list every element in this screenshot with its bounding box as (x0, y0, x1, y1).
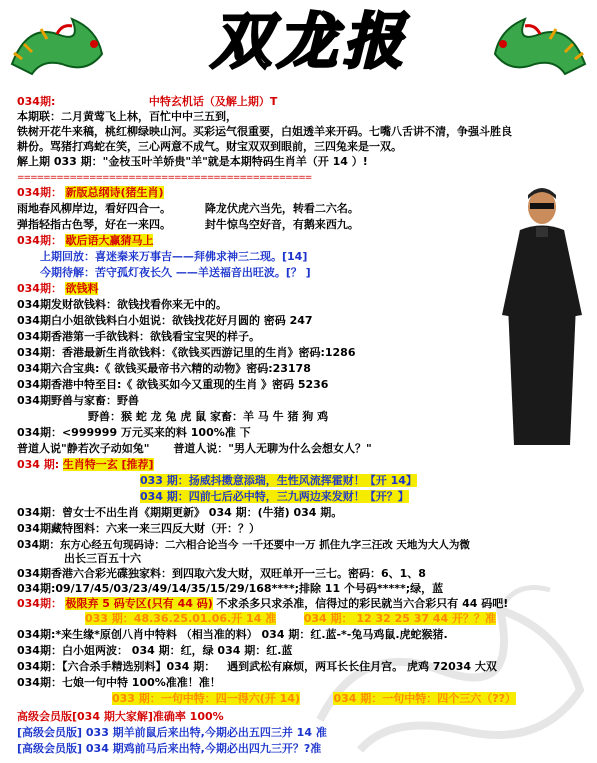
line-35: 034期：白小姐两波： 034 期：红，绿 034 期：红.蓝 (17, 644, 293, 657)
line-4: 耕份。骂猪打鸡蛇在笑，三心两意不成气。财宝双双到眼前，三四兔来是一双。 (17, 140, 402, 153)
period-label: 034 期: (17, 458, 60, 471)
killer-riddle: 遇到武松有麻烦，两耳长长住月宫。 虎鸡 72034 大双 (227, 660, 497, 673)
left-dragon-icon (2, 4, 122, 84)
line-3: 铁树开花牛来稿，桃红柳绿映山河。买彩运气很重要，白姐透羊来开码。七嘴八舌讲不清，争强斗胜良 (17, 125, 512, 138)
one-sentence-current: 034 期：一句中特：四个三六（??） (333, 692, 517, 705)
quote-left: 普道人说"静若次子动如兔" (17, 442, 150, 455)
kill-result-current: 034 期： 12 32 25 37 44 开？？准 (303, 612, 497, 625)
line-36 (17, 660, 497, 674)
section-heading: 歇后语大赢猜马上 (65, 234, 154, 247)
period-label: 034期： (17, 186, 62, 199)
line-38 (112, 692, 516, 706)
section-note: 不求杀多只求杀准，信得过的彩民就当六合彩只有 44 码吧! (216, 597, 509, 610)
poem-line: 封牛惊鸟空好音，有鹅来西九。 (204, 218, 359, 231)
line-16: 034期：香港最新生肖欲钱料：《欲钱买西游记里的生肖》密码:1286 (17, 346, 356, 359)
section-heading: 新版总纲诗(猪生肖) (65, 186, 164, 199)
line-22 (17, 442, 372, 456)
line-8 (17, 218, 359, 232)
line-32 (17, 597, 508, 611)
kill-result-last: 033 期：48.36.25.01.06.开 14 准 (85, 612, 277, 625)
period-label: 034期： (17, 282, 62, 295)
line-34: 034期:*来生缘*原创八肖中特料 （相当准的料） 034 期：红.蓝-*-兔马鸡鼠.虎蛇猴猪. (17, 628, 448, 641)
line-19: 034期野兽与家畜：野兽 (17, 394, 139, 407)
line-18: 034期香港中特至目:《 欲钱买如今又重现的生肖 》密码 5236 (17, 378, 329, 391)
result-line: 033 期：扬威抖擞意添瑞，生性风流挥霍财！【开 14】 (140, 474, 417, 487)
line-37: 034期：七娘一句中特 100%准准！准！ (17, 676, 221, 689)
poem-line: 降龙伏虎六当先，转看二六名。 (204, 202, 359, 215)
right-dragon-icon (475, 4, 595, 84)
line-17: 034期六合宝典:《 欲钱买最帝书六精的动物》密码:23178 (17, 362, 311, 375)
line-27: 034期藏特图料：六来一来三四反大财（开：？） (17, 522, 260, 535)
section-heading: 欲钱料 (65, 282, 99, 295)
line-40: [高级会员版] 033 期羊前鼠后来出特,今期必出五四三并 14 准 (17, 726, 327, 739)
divider: ============================================= (17, 173, 312, 183)
line-6 (17, 186, 164, 200)
line-21: 034期：<999999 万元买来的料 100%准 下 (17, 426, 251, 439)
period-label: 034期： (17, 234, 62, 247)
poem-line: 雨地春风柳岸边，看好四合一。 (17, 202, 171, 215)
line-12 (17, 282, 98, 296)
quote-right: 普道人说："男人无聊为什么会想女人？" (173, 442, 372, 455)
line-23 (17, 458, 154, 472)
person-photo (490, 185, 590, 447)
line-14: 034期白小姐欲钱料白小姐说：欲钱找花好月圆的 密码 247 (17, 314, 313, 327)
line-31: 034期:09/17/45/03/23/49/14/35/15/29/168****;排除 11 个号码*****;绿，蓝 (17, 582, 444, 595)
section-heading: 生肖特一玄 [推荐] (62, 458, 154, 471)
line-15: 034期香港第一手欲钱料：欲钱看宝宝哭的样子。 (17, 330, 260, 343)
line-30: 034期香港六合彩光碟独家料：到四取六发大财，双旺单开一三七。密码：6、1、8 (17, 567, 426, 580)
one-sentence-last: 033 期：一句中特：四一得六(开 14) (112, 692, 300, 705)
line-24 (140, 474, 417, 488)
newspaper-title: 双龙报 (211, 7, 409, 77)
period-label: 034期: (17, 95, 56, 108)
line-20: 野兽：猴 蛇 龙 兔 虎 鼠 家畜：羊 马 牛 猪 狗 鸡 (88, 410, 329, 423)
result-line: 034 期：四前七后必中特，三九两边来发财！【开？】 (140, 490, 409, 503)
line-26: 034期：曾女士不出生肖《期期更新》 034 期：(牛猪) 034 期。 (17, 506, 343, 519)
line-28: 034期：东方心经五句现码诗：二六相合论当今 一千还要中一万 抓住九字三汪改 天地为大人为微 (17, 539, 470, 551)
killer-label: 034期：【六合杀手精选别料】034 期： (17, 660, 216, 673)
line-33 (85, 612, 496, 626)
line-10: 上期回放：喜迷秦来万事吉——拜佛求神三二现。[14] (40, 250, 308, 263)
line-5: 解上期 033 期："金枝玉叶羊娇贵"羊"就是本期特码生肖羊（开 14 ）! (17, 155, 368, 168)
line-41: [高级会员版] 034 期鸡前马后来出特,今期必出四九三开？?准 (17, 742, 322, 755)
section-heading: 极限弃 5 码专区(只有 44 码) (65, 597, 213, 610)
line-11: 今期待解：苦守孤灯夜长久 ——羊送福音出旺波。[？ ] (40, 266, 311, 279)
poem-line: 弹指轻指古色琴，好在一来四。 (17, 218, 171, 231)
line-2: 本期联：二月黄莺飞上林，百忙中中三五到， (17, 110, 237, 123)
line-7 (17, 202, 359, 216)
line-13: 034期发财欲钱料：欲钱找看你来无中的。 (17, 298, 227, 311)
line-9 (17, 234, 153, 248)
section-heading: 中特玄机话（及解上期）T (148, 95, 278, 108)
line-25 (140, 490, 409, 504)
line-29: 出长三百五十六 (64, 552, 141, 565)
line-1 (17, 95, 277, 109)
period-label: 034期： (17, 597, 62, 610)
header-banner (0, 0, 597, 92)
line-39: 高级会员版[034 期大家解]准确率 100% (17, 710, 224, 723)
